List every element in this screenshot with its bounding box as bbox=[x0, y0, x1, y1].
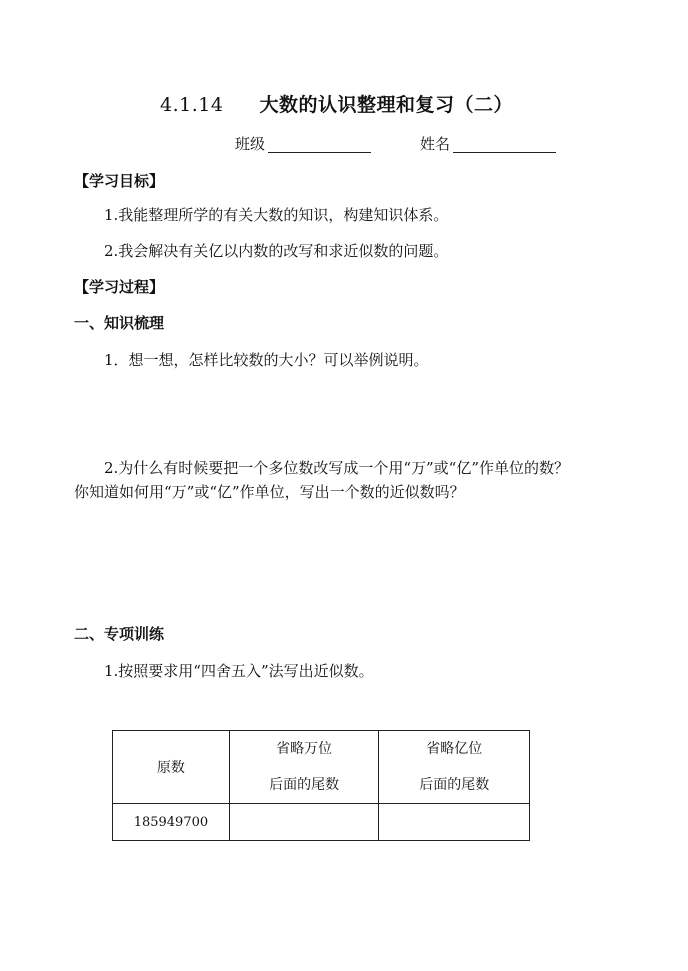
approximation-table bbox=[112, 730, 530, 841]
header-omit-yi-line2: 后面的尾数 bbox=[419, 777, 490, 793]
cell-answer-wan[interactable] bbox=[229, 804, 379, 841]
section1-heading: 一、知识梳理 bbox=[74, 314, 165, 332]
section1-question-2-line1: 2.为什么有时候要把一个多位数改写成一个用“万”或“亿”作单位的数？ bbox=[104, 459, 569, 477]
section1-question-2-line2: 你知道如何用“万”或“亿”作单位，写出一个数的近似数吗？ bbox=[74, 483, 465, 501]
goal-item-1: 1.我能整理所学的有关大数的知识，构建知识体系。 bbox=[104, 206, 449, 224]
header-omit-wan-line1: 省略万位 bbox=[276, 741, 333, 757]
class-label: 班级 bbox=[235, 135, 266, 153]
section2-heading: 二、专项训练 bbox=[74, 625, 165, 643]
name-field[interactable] bbox=[453, 152, 556, 153]
page-title bbox=[160, 96, 513, 115]
table-header-row bbox=[113, 731, 530, 804]
table-row bbox=[113, 804, 530, 841]
header-omit-yi-line1: 省略亿位 bbox=[426, 741, 483, 757]
goals-heading: 【学习目标】 bbox=[74, 172, 165, 190]
name-label: 姓名 bbox=[420, 135, 451, 153]
header-omit-yi bbox=[379, 731, 530, 804]
section1-question-1: 1．想一想，怎样比较数的大小？可以举例说明。 bbox=[104, 351, 429, 369]
cell-answer-yi[interactable] bbox=[379, 804, 530, 841]
lesson-title: 大数的认识整理和复习（二） bbox=[259, 94, 513, 116]
goal-item-2: 2.我会解决有关亿以内数的改写和求近似数的问题。 bbox=[104, 242, 449, 260]
header-omit-wan bbox=[229, 731, 379, 804]
section2-question-1: 1.按照要求用“四舍五入”法写出近似数。 bbox=[104, 662, 374, 680]
lesson-code: 4.1.14 bbox=[160, 94, 224, 116]
class-field[interactable] bbox=[268, 152, 371, 153]
header-original-number: 原数 bbox=[113, 731, 230, 804]
header-omit-wan-line2: 后面的尾数 bbox=[269, 777, 340, 793]
process-heading: 【学习过程】 bbox=[74, 278, 165, 296]
cell-original-number: 185949700 bbox=[113, 804, 230, 841]
